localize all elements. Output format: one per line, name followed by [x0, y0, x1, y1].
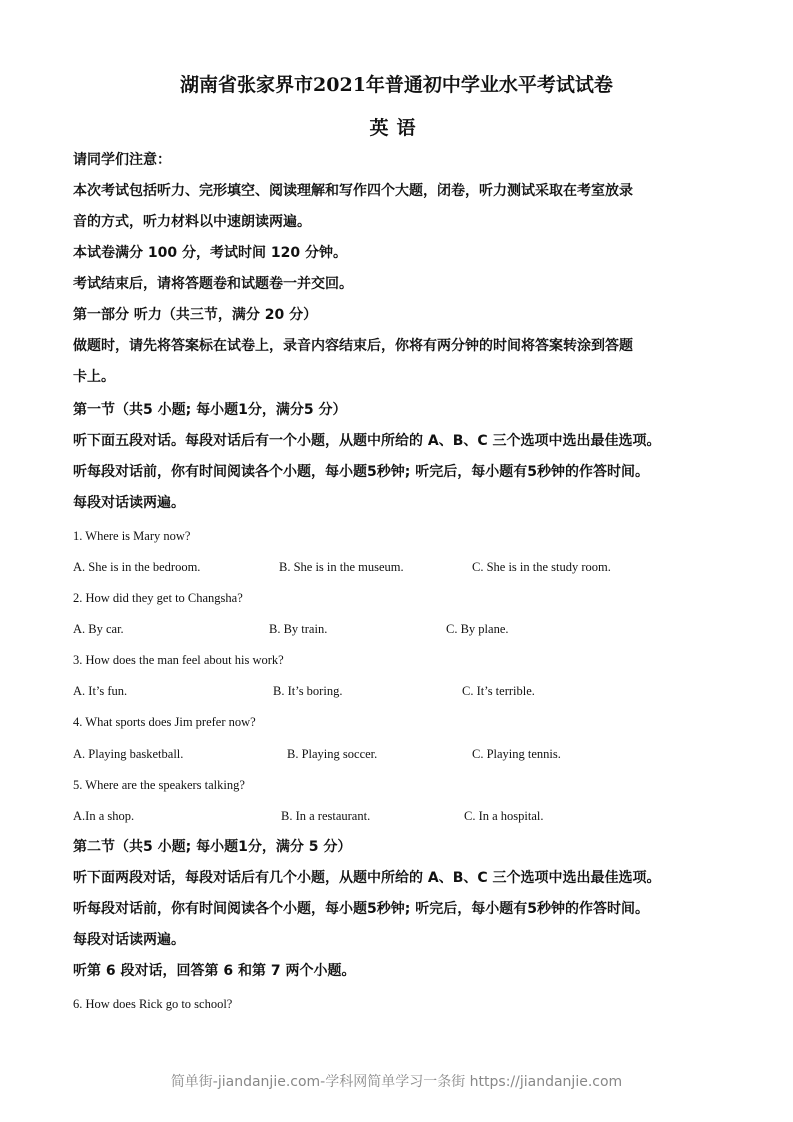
question: 5. Where are the speakers talking?: [73, 778, 245, 792]
question: 4. What sports does Jim prefer now?: [73, 715, 256, 729]
section-instruction: 听下面两段对话，每段对话后有几个小题，从题中所给的 A、B、C 三个选项中选出最佳选项。: [73, 870, 661, 886]
option-b: B. Playing soccer.: [287, 747, 378, 761]
part-instruction: 做题时，请先将答案标在试卷上，录音内容结束后，你将有两分钟的时间将答案转涂到答题: [73, 338, 633, 354]
section-instruction: 听下面五段对话。每段对话后有一个小题，从题中所给的 A、B、C 三个选项中选出最佳选项。: [73, 433, 661, 449]
section-instruction: 每段对话读两遍。: [73, 495, 185, 511]
option-a: A. Playing basketball.: [73, 747, 184, 761]
option-b: B. It’s boring.: [273, 684, 343, 698]
option-a: A. By car.: [73, 622, 124, 636]
question: 6. How does Rick go to school?: [73, 997, 233, 1011]
notice-heading: 请同学们注意：: [73, 152, 171, 168]
notice-line: 本试卷满分 100 分，考试时间 120 分钟。: [73, 245, 347, 261]
section-instruction: 听每段对话前，你有时间阅读各个小题，每小题5秒钟; 听完后，每小题有5秒钟的作答时间。: [73, 464, 649, 480]
option-c: C. In a hospital.: [464, 809, 544, 823]
option-b: B. By train.: [269, 622, 328, 636]
option-a: A. It’s fun.: [73, 684, 128, 698]
dialog-instruction: 听第 6 段对话，回答第 6 和第 7 两个小题。: [73, 963, 356, 979]
question: 3. How does the man feel about his work?: [73, 653, 284, 667]
exam-subject: 英语: [369, 117, 424, 139]
question: 2. How did they get to Changsha?: [73, 591, 243, 605]
part-instruction: 卡上。: [73, 369, 115, 385]
option-a: A.In a shop.: [73, 809, 135, 823]
section-heading: 第一节（共5 小题; 每小题1分，满分5 分）: [73, 402, 347, 418]
section-heading: 第二节（共5 小题; 每小题1分，满分 5 分）: [73, 839, 352, 855]
part-heading: 第一部分 听力（共三节，满分 20 分）: [73, 307, 318, 323]
option-c: C. Playing tennis.: [472, 747, 561, 761]
notice-line: 考试结束后，请将答题卷和试题卷一并交回。: [73, 276, 353, 292]
option-c: C. She is in the study room.: [472, 560, 611, 574]
notice-line: 音的方式，听力材料以中速朗读两遍。: [73, 214, 311, 230]
section-instruction: 听每段对话前，你有时间阅读各个小题，每小题5秒钟; 听完后，每小题有5秒钟的作答时间。: [73, 901, 649, 917]
section-instruction: 每段对话读两遍。: [73, 932, 185, 948]
notice-line: 本次考试包括听力、完形填空、阅读理解和写作四个大题，闭卷，听力测试采取在考室放录: [73, 183, 633, 199]
option-a: A. She is in the bedroom.: [73, 560, 201, 574]
option-b: B. In a restaurant.: [281, 809, 371, 823]
option-b: B. She is in the museum.: [279, 560, 404, 574]
option-c: C. By plane.: [446, 622, 509, 636]
option-c: C. It’s terrible.: [462, 684, 535, 698]
footer-watermark: 简单街-jiandanjie.com-学科网简单学习一条街 https://jiandanjie.com: [170, 1074, 623, 1090]
question: 1. Where is Mary now?: [73, 529, 191, 543]
exam-title: 湖南省张家界市2021年普通初中学业水平考试试卷: [180, 74, 613, 96]
